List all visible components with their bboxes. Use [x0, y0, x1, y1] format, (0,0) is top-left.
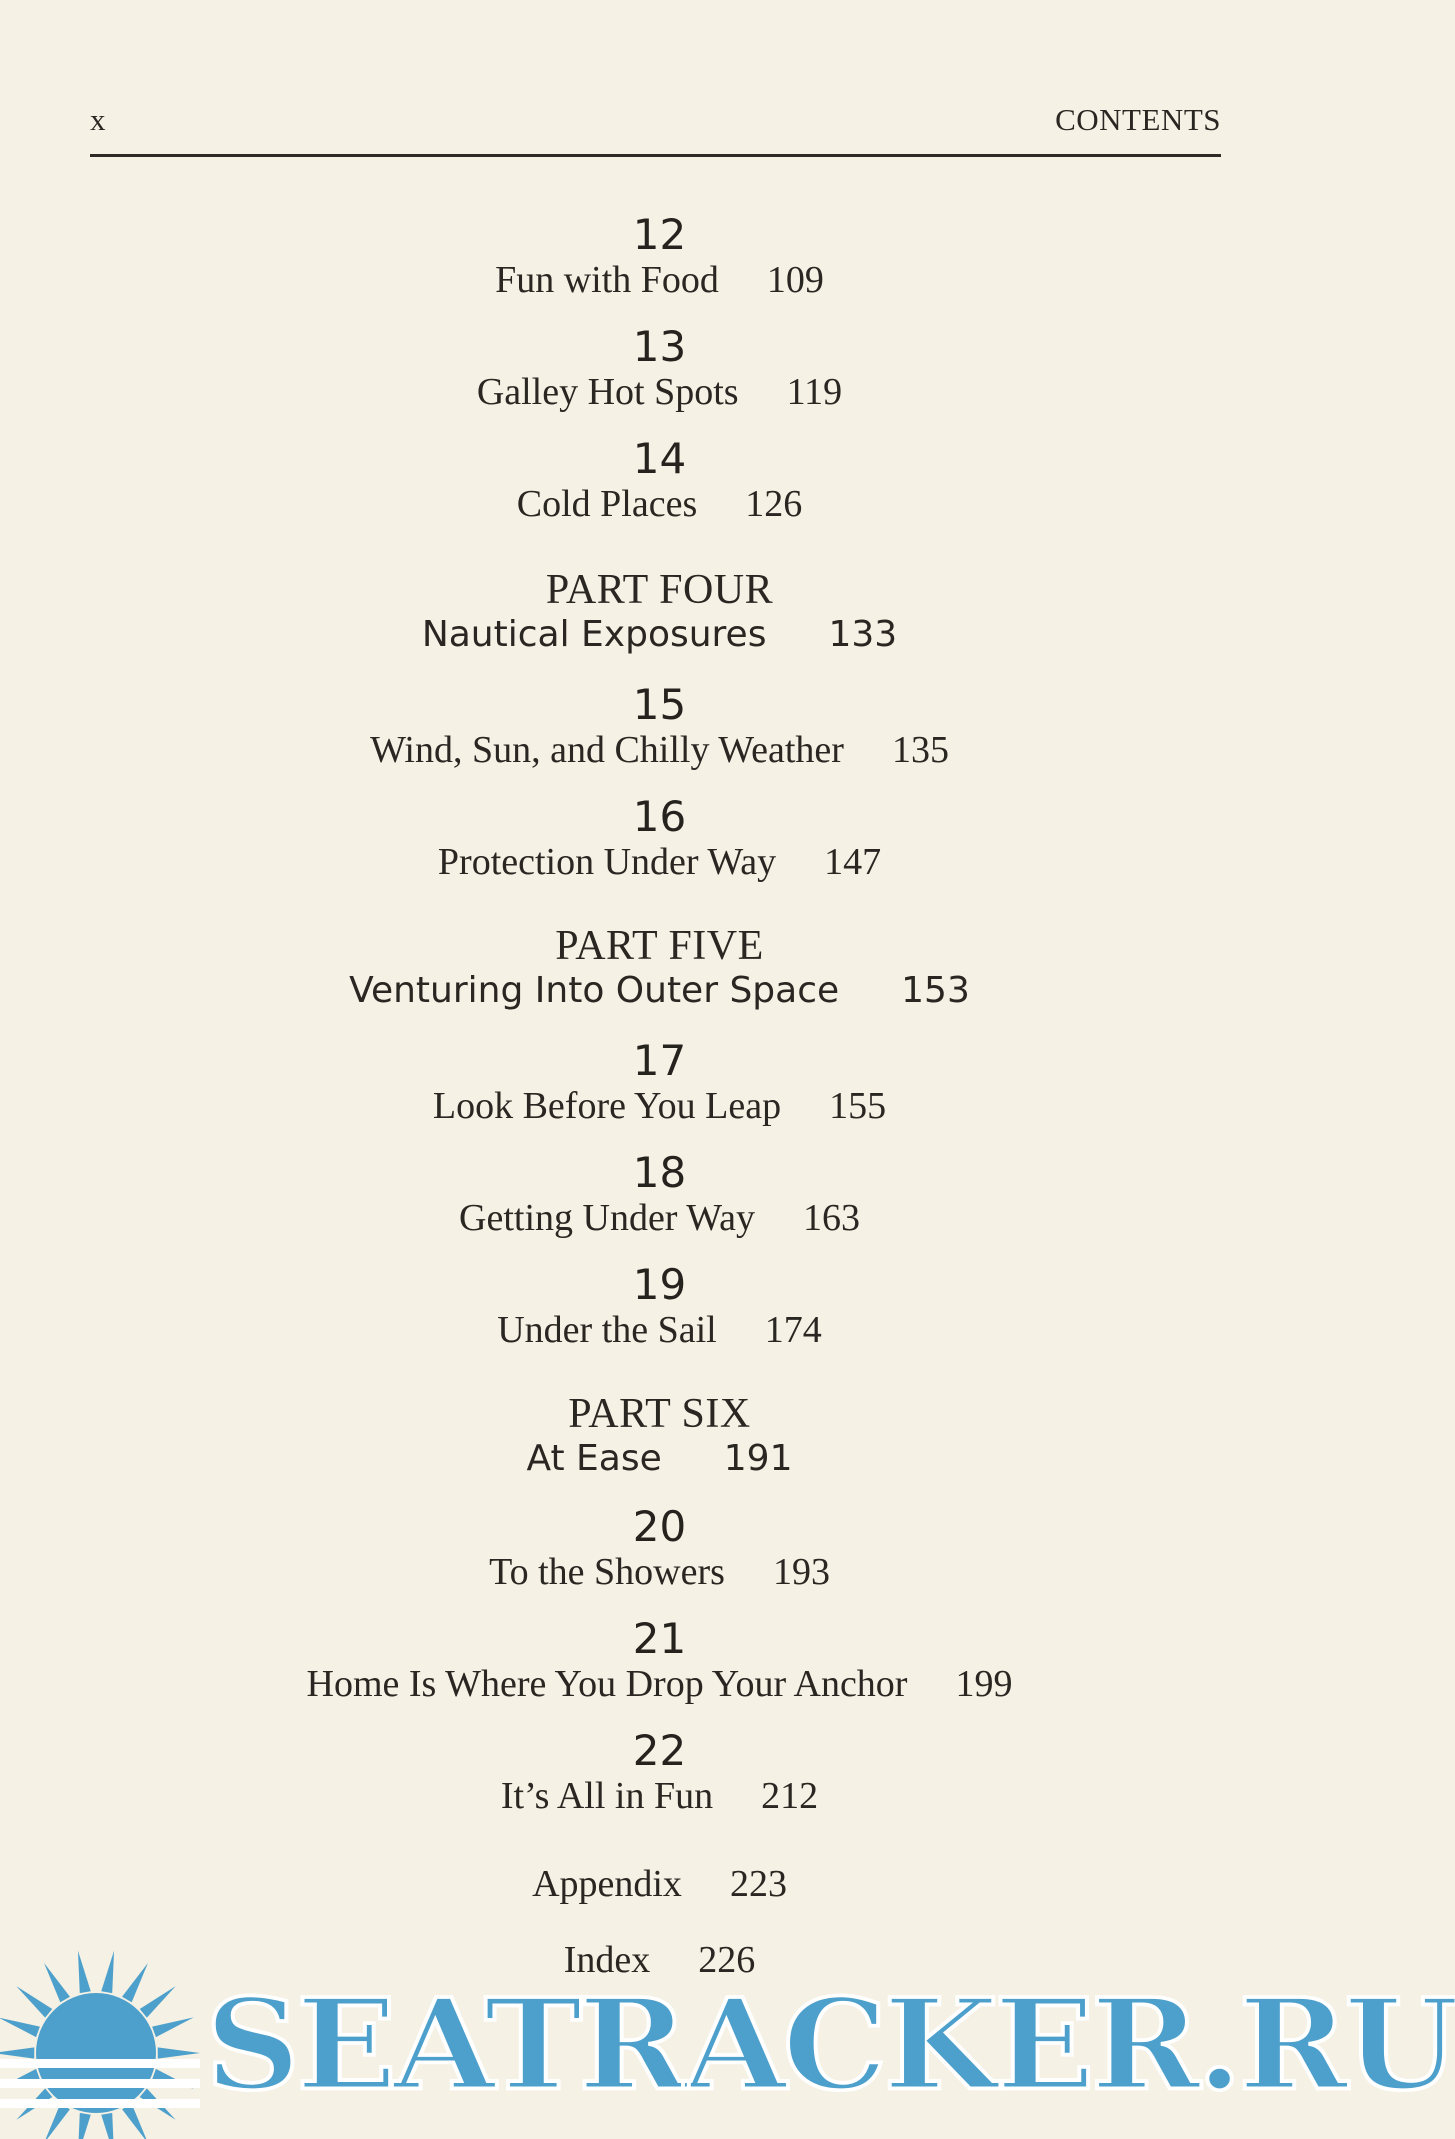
- toc-entry: [0, 1662, 1319, 1706]
- part-label: PART SIX: [568, 1391, 751, 1437]
- page-ref: 109: [766, 259, 824, 301]
- chapter-number: 13: [632, 322, 687, 371]
- toc-entry: [0, 1084, 1319, 1128]
- sun-ray: [16, 1986, 52, 2017]
- toc-entry: [0, 1774, 1319, 1818]
- part-label: PART FIVE: [555, 923, 764, 969]
- page-ref: 163: [802, 1197, 860, 1239]
- chapter-title: Home Is Where You Drop Your Anchor: [306, 1663, 908, 1705]
- sun-ray: [158, 2047, 200, 2058]
- chapter-title: To the Showers: [489, 1551, 725, 1593]
- page-ref: 126: [745, 483, 803, 525]
- chapter-number: 17: [632, 1036, 687, 1085]
- toc-entry: [0, 258, 1319, 302]
- part-title: Nautical Exposures: [421, 614, 767, 655]
- toc-entry: [0, 370, 1319, 414]
- chapter-title: It’s All in Fun: [500, 1775, 714, 1817]
- page-ref: 119: [786, 371, 843, 413]
- chapter-title: Getting Under Way: [459, 1197, 755, 1239]
- sun-ray: [78, 2113, 91, 2139]
- part-title: Venturing Into Outer Space: [349, 970, 840, 1011]
- chapter-title: Under the Sail: [497, 1309, 717, 1351]
- page-ref: 226: [698, 1939, 756, 1981]
- page-ref: 133: [828, 614, 898, 655]
- chapter-number: 22: [632, 1726, 687, 1775]
- page-ref: 212: [761, 1775, 819, 1817]
- chapter-title: Fun with Food: [495, 259, 719, 301]
- toc-entry: [0, 728, 1319, 772]
- sun-ray: [122, 1963, 148, 2002]
- sun-ray: [152, 2017, 194, 2037]
- page-ref: 191: [723, 1438, 793, 1479]
- toc-entry: [0, 840, 1319, 884]
- sun-ray: [122, 2104, 148, 2139]
- sun-ray: [44, 1963, 70, 2002]
- page-ref: 153: [901, 970, 970, 1011]
- toc-entry: [0, 482, 1319, 526]
- running-head: CONTENTS: [1055, 102, 1221, 137]
- watermark: [0, 1945, 1455, 2139]
- sun-icon: [0, 1945, 200, 2139]
- watermark-text: SEATRACKER.RU: [205, 1971, 1455, 2119]
- sun-ray: [44, 2104, 70, 2139]
- chapter-title: Look Before You Leap: [432, 1085, 782, 1127]
- page-ref: 174: [764, 1309, 822, 1351]
- page-header: [90, 92, 1221, 157]
- toc-entry: [0, 1308, 1319, 1352]
- chapter-number: 16: [632, 792, 687, 841]
- page-ref: 135: [891, 729, 949, 771]
- sun-ray: [101, 1951, 114, 1994]
- sun-ray: [101, 2113, 114, 2139]
- chapter-number: 19: [632, 1260, 687, 1309]
- part-entry: [0, 614, 1319, 655]
- sun-ray: [78, 1951, 91, 1994]
- sun-ray: [140, 1986, 176, 2017]
- page-ref: 223: [729, 1863, 787, 1905]
- chapter-title: Wind, Sun, and Chilly Weather: [370, 729, 844, 771]
- toc-entry: [0, 1862, 1319, 1906]
- part-entry: [0, 970, 1319, 1011]
- part-entry: [0, 1438, 1319, 1479]
- toc-entry: [0, 1196, 1319, 1240]
- chapter-number: 14: [632, 434, 687, 483]
- page-ref: 199: [955, 1663, 1013, 1705]
- page-ref: 147: [824, 841, 882, 883]
- sun-ray: [0, 2017, 40, 2037]
- back-matter-title: Index: [563, 1939, 651, 1981]
- chapter-number: 20: [632, 1502, 687, 1551]
- chapter-title: Galley Hot Spots: [476, 371, 739, 413]
- chapter-title: Cold Places: [516, 483, 698, 525]
- chapter-number: 18: [632, 1148, 687, 1197]
- chapter-number: 21: [632, 1614, 687, 1663]
- back-matter-title: Appendix: [532, 1863, 682, 1905]
- sun-ray: [0, 2047, 34, 2058]
- part-title: At Ease: [526, 1438, 662, 1479]
- toc-entry: [0, 1550, 1319, 1594]
- page-ref: 193: [772, 1551, 830, 1593]
- part-label: PART FOUR: [545, 567, 774, 613]
- chapter-number: 15: [632, 680, 687, 729]
- chapter-number: 12: [632, 210, 687, 259]
- page-ref: 155: [829, 1085, 887, 1127]
- page-number: x: [90, 102, 106, 137]
- chapter-title: Protection Under Way: [437, 841, 777, 883]
